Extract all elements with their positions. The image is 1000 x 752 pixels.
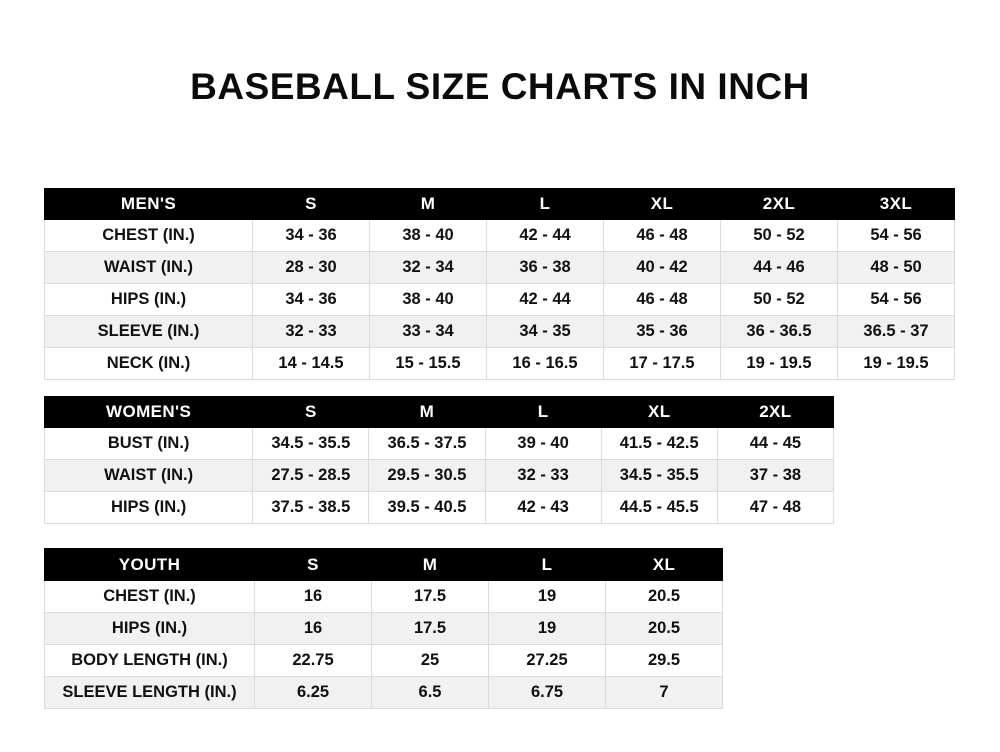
table-row xyxy=(45,581,723,613)
cell: 27.5 - 28.5 xyxy=(253,460,369,492)
cell: 34.5 - 35.5 xyxy=(253,428,369,460)
column-header: 3XL xyxy=(838,189,955,220)
row-label: WAIST (IN.) xyxy=(45,460,253,492)
row-label: BUST (IN.) xyxy=(45,428,253,460)
cell: 6.75 xyxy=(489,677,606,709)
row-label: HIPS (IN.) xyxy=(45,613,255,645)
cell: 36 - 38 xyxy=(487,252,604,284)
column-header: L xyxy=(485,397,601,428)
column-header: L xyxy=(487,189,604,220)
table-header-row xyxy=(45,397,834,428)
cell: 25 xyxy=(372,645,489,677)
cell: 46 - 48 xyxy=(604,284,721,316)
cell: 15 - 15.5 xyxy=(370,348,487,380)
cell: 32 - 34 xyxy=(370,252,487,284)
page-title: BASEBALL SIZE CHARTS IN INCH xyxy=(190,66,810,107)
column-header: XL xyxy=(604,189,721,220)
cell: 36 - 36.5 xyxy=(721,316,838,348)
cell: 46 - 48 xyxy=(604,220,721,252)
table-header-row xyxy=(45,549,723,581)
table-row xyxy=(45,677,723,709)
cell: 47 - 48 xyxy=(717,492,833,524)
table-row xyxy=(45,428,834,460)
cell: 16 xyxy=(255,581,372,613)
womens-size-table xyxy=(44,396,834,524)
cell: 34 - 36 xyxy=(253,284,370,316)
cell: 50 - 52 xyxy=(721,284,838,316)
cell: 14 - 14.5 xyxy=(253,348,370,380)
cell: 32 - 33 xyxy=(485,460,601,492)
cell: 50 - 52 xyxy=(721,220,838,252)
cell: 38 - 40 xyxy=(370,284,487,316)
cell: 35 - 36 xyxy=(604,316,721,348)
column-header: WOMEN'S xyxy=(45,397,253,428)
row-label: SLEEVE LENGTH (IN.) xyxy=(45,677,255,709)
column-header: S xyxy=(253,189,370,220)
cell: 29.5 - 30.5 xyxy=(369,460,485,492)
cell: 7 xyxy=(606,677,723,709)
cell: 17.5 xyxy=(372,613,489,645)
mens-size-table xyxy=(44,188,955,380)
cell: 39.5 - 40.5 xyxy=(369,492,485,524)
column-header: M xyxy=(370,189,487,220)
column-header: XL xyxy=(606,549,723,581)
cell: 16 - 16.5 xyxy=(487,348,604,380)
table-row xyxy=(45,492,834,524)
table-row xyxy=(45,252,955,284)
cell: 42 - 43 xyxy=(485,492,601,524)
column-header: 2XL xyxy=(721,189,838,220)
cell: 44 - 45 xyxy=(717,428,833,460)
cell: 20.5 xyxy=(606,613,723,645)
cell: 22.75 xyxy=(255,645,372,677)
cell: 48 - 50 xyxy=(838,252,955,284)
cell: 19 xyxy=(489,613,606,645)
cell: 33 - 34 xyxy=(370,316,487,348)
cell: 28 - 30 xyxy=(253,252,370,284)
column-header: 2XL xyxy=(717,397,833,428)
cell: 42 - 44 xyxy=(487,284,604,316)
column-header: S xyxy=(253,397,369,428)
cell: 19 - 19.5 xyxy=(721,348,838,380)
cell: 34 - 36 xyxy=(253,220,370,252)
cell: 54 - 56 xyxy=(838,220,955,252)
cell: 34 - 35 xyxy=(487,316,604,348)
cell: 36.5 - 37.5 xyxy=(369,428,485,460)
column-header: L xyxy=(489,549,606,581)
cell: 29.5 xyxy=(606,645,723,677)
cell: 16 xyxy=(255,613,372,645)
cell: 54 - 56 xyxy=(838,284,955,316)
cell: 36.5 - 37 xyxy=(838,316,955,348)
cell: 27.25 xyxy=(489,645,606,677)
cell: 6.5 xyxy=(372,677,489,709)
row-label: CHEST (IN.) xyxy=(45,581,255,613)
table-row xyxy=(45,284,955,316)
table-row xyxy=(45,460,834,492)
cell: 44 - 46 xyxy=(721,252,838,284)
row-label: CHEST (IN.) xyxy=(45,220,253,252)
cell: 38 - 40 xyxy=(370,220,487,252)
table-row xyxy=(45,220,955,252)
table-header-row xyxy=(45,189,955,220)
cell: 19 - 19.5 xyxy=(838,348,955,380)
table-row xyxy=(45,348,955,380)
cell: 6.25 xyxy=(255,677,372,709)
cell: 39 - 40 xyxy=(485,428,601,460)
cell: 32 - 33 xyxy=(253,316,370,348)
table-row xyxy=(45,613,723,645)
cell: 44.5 - 45.5 xyxy=(601,492,717,524)
cell: 19 xyxy=(489,581,606,613)
row-label: BODY LENGTH (IN.) xyxy=(45,645,255,677)
table-row xyxy=(45,316,955,348)
column-header: S xyxy=(255,549,372,581)
row-label: HIPS (IN.) xyxy=(45,492,253,524)
column-header: MEN'S xyxy=(45,189,253,220)
column-header: M xyxy=(369,397,485,428)
cell: 41.5 - 42.5 xyxy=(601,428,717,460)
cell: 37 - 38 xyxy=(717,460,833,492)
row-label: HIPS (IN.) xyxy=(45,284,253,316)
youth-size-table xyxy=(44,548,723,709)
row-label: NECK (IN.) xyxy=(45,348,253,380)
row-label: SLEEVE (IN.) xyxy=(45,316,253,348)
column-header: XL xyxy=(601,397,717,428)
row-label: WAIST (IN.) xyxy=(45,252,253,284)
table-row xyxy=(45,645,723,677)
column-header: M xyxy=(372,549,489,581)
cell: 17 - 17.5 xyxy=(604,348,721,380)
cell: 17.5 xyxy=(372,581,489,613)
cell: 34.5 - 35.5 xyxy=(601,460,717,492)
column-header: YOUTH xyxy=(45,549,255,581)
cell: 37.5 - 38.5 xyxy=(253,492,369,524)
cell: 40 - 42 xyxy=(604,252,721,284)
cell: 42 - 44 xyxy=(487,220,604,252)
cell: 20.5 xyxy=(606,581,723,613)
